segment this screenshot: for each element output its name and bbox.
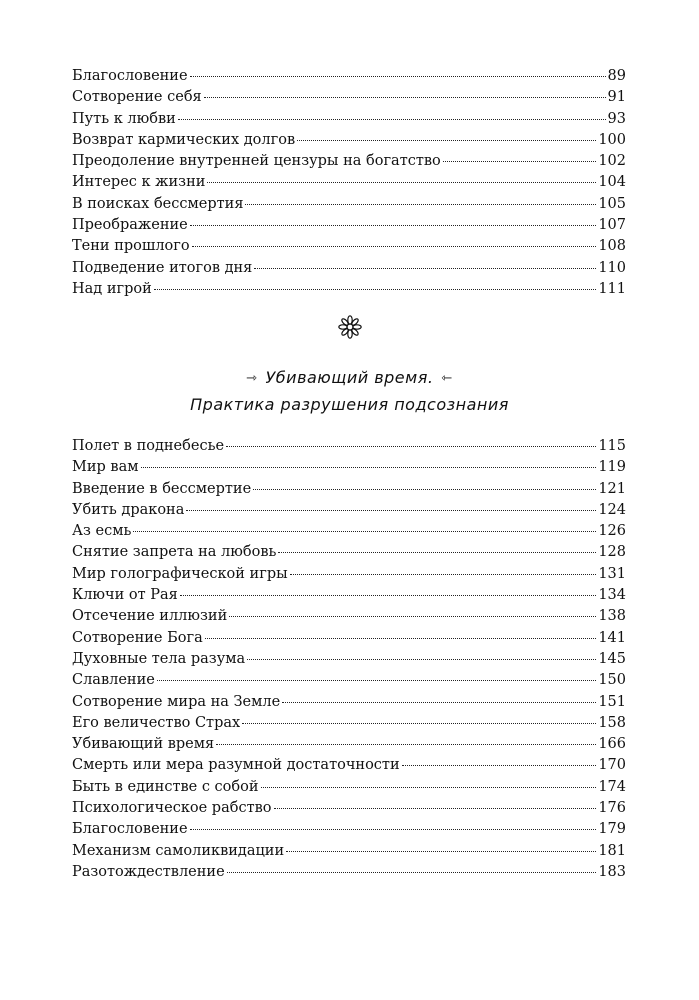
toc-entry	[72, 734, 626, 755]
flower-ornament-icon	[337, 314, 363, 340]
toc-entry-page: 150	[598, 672, 626, 689]
toc-entry	[72, 841, 626, 862]
dot-leader	[278, 552, 596, 553]
toc-entry-title: Над игрой	[72, 280, 152, 297]
dot-leader	[286, 851, 596, 852]
section-heading-line1	[0, 368, 699, 387]
dot-leader	[141, 467, 597, 468]
toc-entry	[72, 564, 626, 585]
dot-leader	[247, 659, 596, 660]
toc-entry-page: 119	[598, 459, 626, 476]
toc-entry	[72, 87, 626, 108]
toc-entry-title: Сотворение мира на Земле	[72, 693, 281, 710]
toc-entry	[72, 215, 626, 236]
toc-entry-page: 141	[598, 629, 626, 646]
toc-entry-page: 183	[598, 863, 626, 880]
toc-entry-title: Быть в единстве с собой	[72, 778, 259, 795]
toc-entry-title: Его величество Страх	[72, 714, 241, 731]
dot-leader	[190, 225, 597, 226]
toc-entry-page: 176	[598, 800, 626, 817]
toc-entry-page: 126	[598, 523, 626, 540]
toc-entry-page: 102	[598, 153, 626, 170]
toc-entry-page: 89	[607, 68, 626, 84]
toc-entry-page: 128	[598, 544, 626, 561]
dot-leader	[245, 204, 596, 205]
toc-entry-page: 108	[598, 238, 626, 255]
toc-entry-page: 104	[598, 174, 626, 191]
toc-entry-page: 158	[598, 714, 626, 731]
toc-entry	[72, 236, 626, 257]
toc-entry-title: Духовные тела разума	[72, 650, 246, 667]
toc-entry-title: Мир голографической игры	[72, 565, 288, 582]
dot-leader	[216, 744, 596, 745]
toc-entry-page: 107	[598, 217, 626, 234]
dot-leader	[192, 246, 597, 247]
toc-entry	[72, 279, 626, 300]
toc-entry	[72, 258, 626, 279]
toc-entry-title: Механизм самоликвидации	[72, 842, 285, 859]
section-heading-line2: Практика разрушения подсознания	[190, 395, 509, 414]
toc-entry-title: Сотворение себя	[72, 89, 202, 106]
toc-entry	[72, 670, 626, 691]
toc-entry	[72, 542, 626, 563]
toc-entry	[72, 819, 626, 840]
toc-entry-page: 91	[607, 89, 626, 106]
arrow-right-ornament-icon: ⇾	[246, 371, 258, 386]
toc-entry-title: Снятие запрета на любовь	[72, 544, 277, 561]
toc-entry-page: 166	[598, 736, 626, 753]
toc-list-bottom	[72, 436, 626, 883]
dot-leader	[290, 574, 597, 575]
toc-entry-title: Убивающий время	[72, 736, 215, 753]
toc-entry	[72, 798, 626, 819]
dot-leader	[297, 140, 596, 141]
dot-leader	[180, 595, 596, 596]
toc-entry-page: 138	[598, 608, 626, 625]
toc-entry-title: Отсечение иллюзий	[72, 608, 228, 625]
toc-entry-title: Психологическое рабство	[72, 800, 272, 817]
toc-entry-title: Тени прошлого	[72, 238, 190, 255]
dot-leader	[178, 119, 606, 120]
toc-entry-title: Благословение	[72, 821, 188, 838]
toc-entry-page: 179	[598, 821, 626, 838]
toc-entry	[72, 585, 626, 606]
toc-entry-title: Преображение	[72, 217, 188, 234]
dot-leader	[190, 76, 606, 77]
toc-entry-page: 100	[598, 131, 626, 148]
toc-entry-title: Разотождествление	[72, 863, 225, 880]
dot-leader	[402, 765, 597, 766]
toc-entry-title: Славление	[72, 672, 155, 689]
toc-entry-title: Введение в бессмертие	[72, 480, 252, 497]
toc-list-top	[72, 66, 626, 300]
toc-entry	[72, 755, 626, 776]
toc-entry-title: Убить дракона	[72, 501, 185, 518]
toc-entry-page: 145	[598, 650, 626, 667]
toc-entry-title: Полет в поднебесье	[72, 438, 225, 454]
section-heading-text: Убивающий время.	[265, 368, 434, 387]
dot-leader	[229, 616, 596, 617]
toc-entry-page: 105	[598, 195, 626, 212]
dot-leader	[227, 872, 597, 873]
toc-entry-title: Путь к любви	[72, 110, 176, 127]
dot-leader	[207, 182, 596, 183]
toc-entry-page: 151	[598, 693, 626, 710]
dot-leader	[443, 161, 597, 162]
dot-leader	[254, 268, 596, 269]
toc-entry	[72, 692, 626, 713]
toc-entry	[72, 649, 626, 670]
toc-entry-title: Возврат кармических долгов	[72, 131, 296, 148]
dot-leader	[157, 680, 596, 681]
toc-entry	[72, 777, 626, 798]
toc-entry-title: Сотворение Бога	[72, 629, 203, 646]
toc-entry-title: Интерес к жизни	[72, 174, 206, 191]
dot-leader	[186, 510, 596, 511]
dot-leader	[274, 808, 597, 809]
toc-entry	[72, 130, 626, 151]
toc-entry	[72, 109, 626, 130]
dot-leader	[261, 787, 597, 788]
toc-entry-title: Смерть или мера разумной достаточности	[72, 757, 400, 774]
dot-leader	[253, 489, 596, 490]
toc-entry	[72, 151, 626, 172]
toc-entry-title: Мир вам	[72, 459, 139, 476]
toc-entry	[72, 521, 626, 542]
arrow-left-ornament-icon: ⇽	[441, 371, 453, 386]
toc-entry	[72, 606, 626, 627]
dot-leader	[242, 723, 596, 724]
toc-entry-page: 121	[598, 480, 626, 497]
toc-entry-page: 124	[598, 501, 626, 518]
toc-entry-page: 115	[598, 438, 626, 454]
toc-entry	[72, 713, 626, 734]
toc-entry-page: 181	[598, 842, 626, 859]
toc-entry	[72, 500, 626, 521]
toc-entry	[72, 66, 626, 87]
toc-entry-page: 131	[598, 565, 626, 582]
toc-entry	[72, 457, 626, 478]
dot-leader	[226, 446, 596, 447]
toc-entry-page: 174	[598, 778, 626, 795]
dot-leader	[154, 289, 597, 290]
dot-leader	[204, 97, 606, 98]
dot-leader	[190, 829, 597, 830]
toc-entry	[72, 172, 626, 193]
toc-entry-title: Ключи от Рая	[72, 587, 178, 604]
toc-entry	[72, 194, 626, 215]
toc-entry-title: В поисках бессмертия	[72, 195, 244, 212]
toc-entry-page: 93	[607, 110, 626, 127]
toc-entry-page: 134	[598, 587, 626, 604]
toc-entry-title: Благословение	[72, 68, 188, 84]
toc-entry	[72, 628, 626, 649]
toc-entry	[72, 479, 626, 500]
toc-entry-page: 111	[598, 280, 626, 297]
toc-entry-title: Аз есмь	[72, 523, 132, 540]
toc-entry-page: 170	[598, 757, 626, 774]
dot-leader	[205, 638, 597, 639]
toc-entry	[72, 436, 626, 457]
toc-entry-title: Преодоление внутренней цензуры на богатство	[72, 153, 441, 170]
toc-entry-page: 110	[598, 259, 626, 276]
dot-leader	[133, 531, 596, 532]
dot-leader	[282, 702, 596, 703]
toc-entry-title: Подведение итогов дня	[72, 259, 253, 276]
toc-entry	[72, 862, 626, 883]
